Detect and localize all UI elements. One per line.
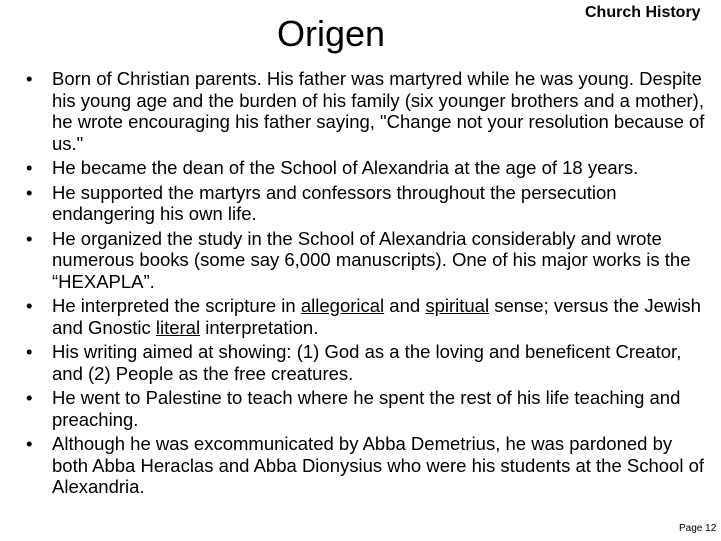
bullet-item <box>26 157 706 179</box>
bullet-item <box>26 295 706 338</box>
bullet-text <box>52 295 701 338</box>
page-title: Origen <box>277 13 386 54</box>
bullet-text-segment: He organized the study in the School of Alexandria considerably and wrote numerous books (some say 6,000 manuscripts). One of his major works is the “HEXAPLA”. <box>52 227 691 292</box>
bullet-item <box>26 182 706 225</box>
bullet-text-segment: interpretation. <box>200 316 319 338</box>
category-label: Church History <box>585 4 701 21</box>
bullet-text-segment: He supported the martyrs and confessors throughout the persecution endangering his own life. <box>52 181 617 224</box>
bullet-item <box>26 228 706 293</box>
bullet-marker: • <box>26 341 33 362</box>
bullet-text-segment: He became the dean of the School of Alexandria at the age of 18 years. <box>52 157 639 178</box>
bullet-item <box>26 433 706 498</box>
bullet-text <box>52 228 691 292</box>
bullet-marker: • <box>26 157 33 178</box>
bullet-item <box>26 68 706 154</box>
bullet-marker: • <box>26 227 33 249</box>
bullet-text-segment: Although he was excommunicated by Abba Demetrius, he was pardoned by both Abba Heraclas and Abba Dionysius who were his students at the School of Alexandria. <box>52 433 705 497</box>
bullet-text <box>52 341 681 384</box>
bullet-text-segment: He went to Palestine to teach where he spent the rest of his life teaching and preaching. <box>52 387 681 430</box>
bullet-item <box>26 341 706 384</box>
bullet-marker: • <box>26 68 33 89</box>
page-number: Page 12 <box>679 523 717 534</box>
underlined-term: allegorical <box>300 295 385 316</box>
bullet-text-segment: His writing aimed at showing: (1) God as a the loving and beneficent Creator, and (2) People as the free creatures. <box>52 341 682 384</box>
bullet-text <box>52 157 638 178</box>
bullet-text <box>52 182 617 225</box>
bullet-text-segment: He interpreted the scripture in <box>52 295 301 316</box>
bullet-marker: • <box>26 433 33 454</box>
bullet-marker: • <box>26 181 33 203</box>
bullet-text-segment: and <box>384 295 426 316</box>
bullet-text-segment: Born of Christian parents. His father was martyred while he was young. Despite his young age and the burden of his family (six younger brothers and a mother), he wrote encouraging his father saying, "Change not your resolution because of us." <box>52 68 705 154</box>
bullet-marker: • <box>26 387 33 408</box>
bullet-text <box>52 433 704 497</box>
underlined-term: spiritual <box>425 295 490 316</box>
bullet-text <box>52 387 680 430</box>
bullet-text <box>52 68 704 154</box>
bullet-item <box>26 387 706 430</box>
underlined-term: literal <box>155 316 201 338</box>
bullet-marker: • <box>26 295 33 316</box>
bullet-list <box>26 68 706 501</box>
bullet-text-segment: sense; versus the Jewish and Gnostic <box>52 295 701 338</box>
